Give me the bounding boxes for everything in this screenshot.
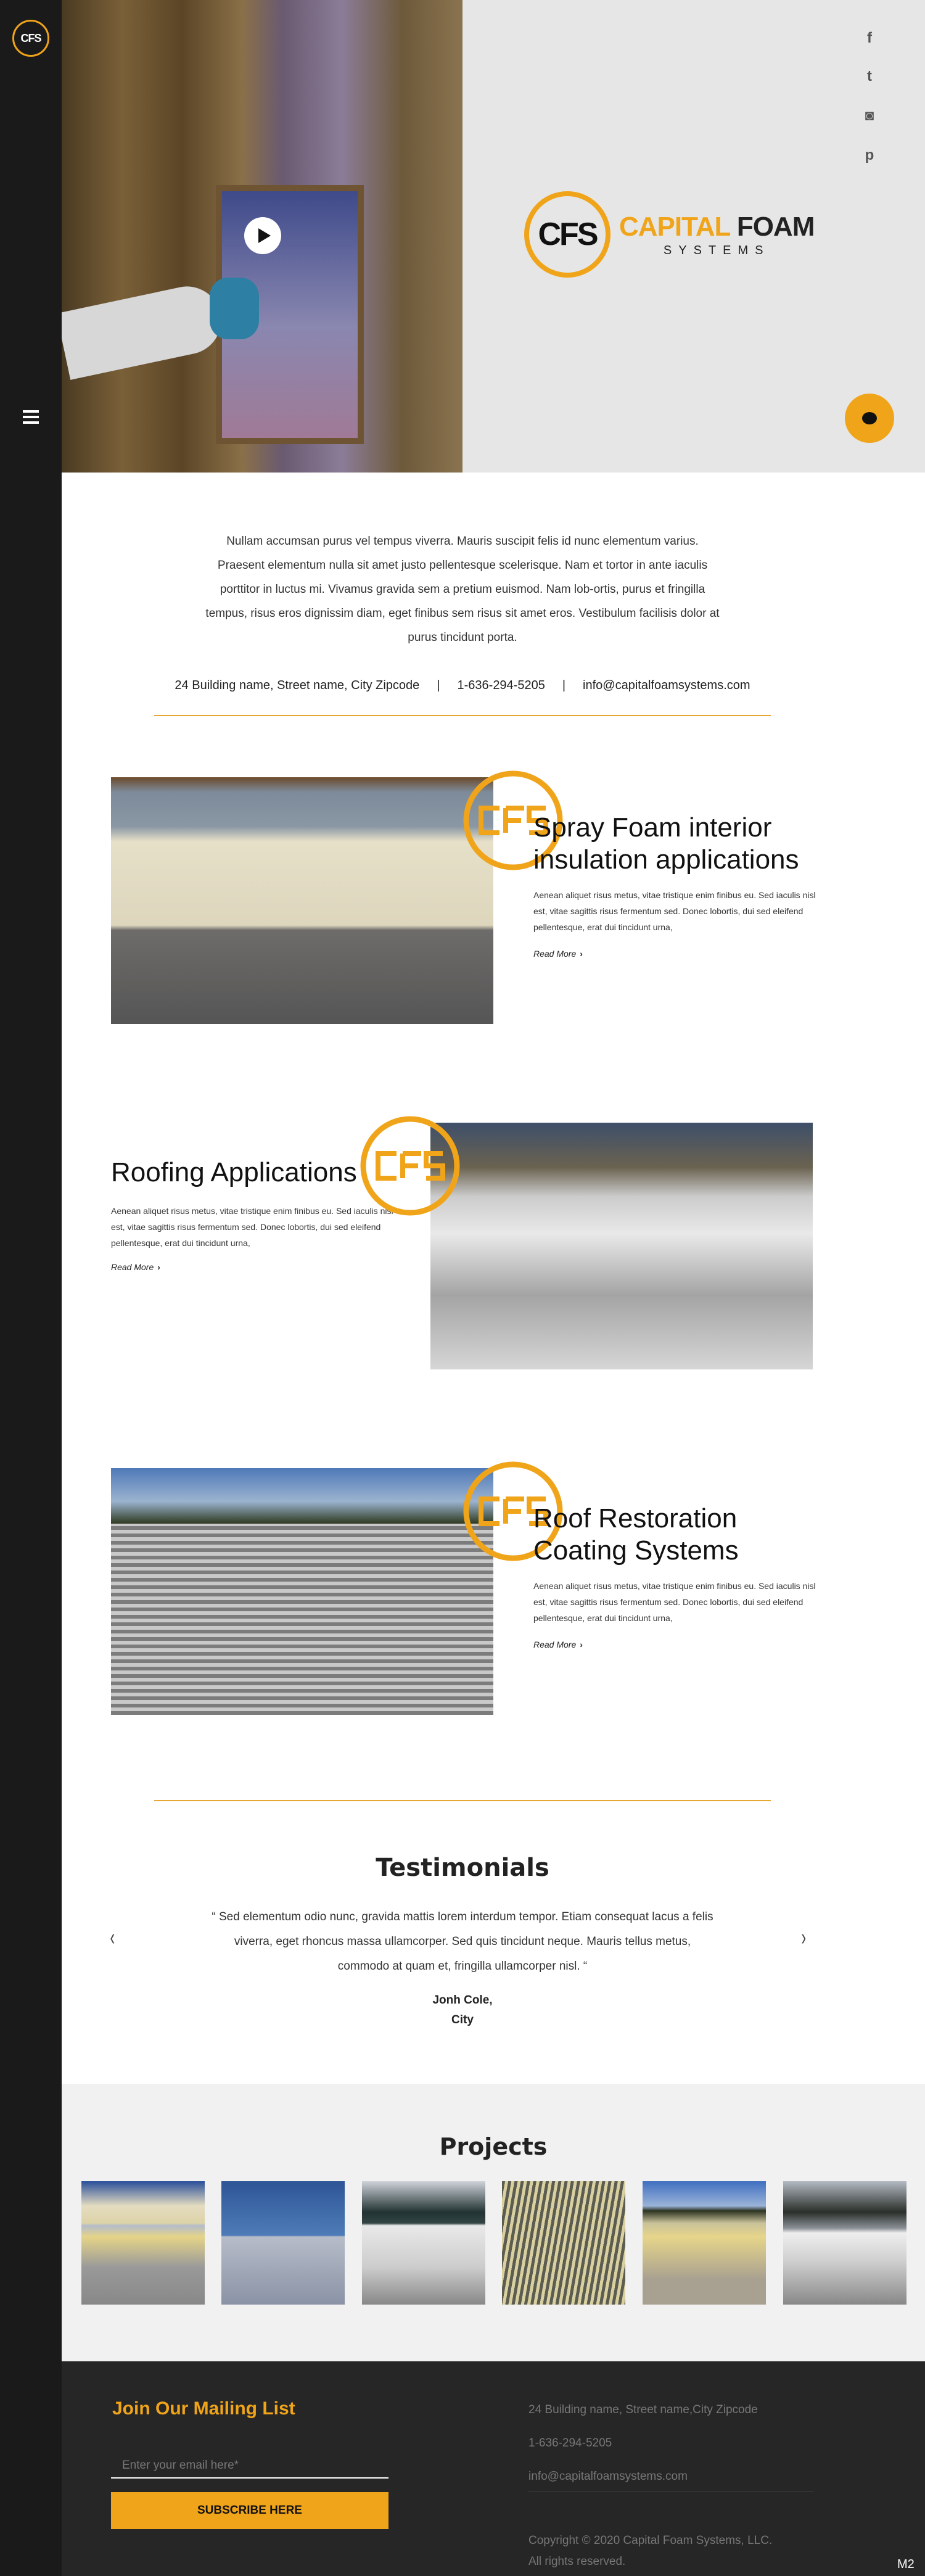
project-thumbnail[interactable] — [502, 2181, 625, 2305]
hero-video[interactable] — [62, 0, 462, 473]
project-thumbnail[interactable] — [221, 2181, 345, 2305]
feature-body: Aenean aliquet risus metus, vitae tristique enim finibus eu. Sed iaculis nisl est, vitae sagittis risus fermentum sed. Donec lobortis, dui sed eleifend pellentesque, erat dui tincidunt urna, — [533, 890, 816, 932]
footer-address: 24 Building name, Street name,City Zipcode — [528, 2403, 758, 2416]
logo-name-foam: FOAM — [736, 211, 815, 242]
divider — [154, 715, 771, 716]
video-arm-scene — [62, 280, 228, 380]
testimonial-quote: “ Sed elementum odio nunc, gravida mattis lorem interdum tempor. Etiam consequat lacus a felis viverra, eget rhoncus massa ullamcorper. Sed quis tincidunt neque. Mauris tellus metus, commodo at quam et, fringilla ullamcorper nisl. “ — [212, 1910, 713, 1973]
feature-title: Roof Restoration Coating Systems — [533, 1503, 739, 1566]
hamburger-icon[interactable] — [23, 410, 39, 424]
subscribe-button[interactable]: SUBSCRIBE HERE — [111, 2492, 388, 2529]
chat-button[interactable] — [845, 394, 894, 443]
contact-phone[interactable]: 1-636-294-5205 — [457, 679, 545, 692]
separator: | — [562, 679, 566, 692]
project-thumbnail[interactable] — [81, 2181, 205, 2305]
read-more-link[interactable] — [533, 949, 583, 959]
facebook-icon[interactable]: f — [867, 30, 872, 46]
m2-badge: M2 — [897, 2557, 915, 2571]
divider — [154, 1800, 771, 1801]
projects-title: Projects — [439, 2133, 548, 2160]
feature-title: Spray Foam interior insulation applications — [533, 812, 799, 875]
feature-title: Roofing Applications — [111, 1157, 357, 1187]
feature-image-roof-restoration — [111, 1468, 493, 1715]
video-glove-scene — [210, 278, 259, 339]
contact-email[interactable]: info@capitalfoamsystems.com — [583, 679, 750, 692]
logo-name-capital: CAPITAL — [619, 211, 730, 242]
read-more-link[interactable] — [533, 1640, 583, 1649]
footer — [62, 2361, 925, 2576]
intro-paragraph: Nullam accumsan purus vel tempus viverra. Mauris suscipit felis id nunc elementum varius. Praesent elementum nulla sit amet justo pellentesque scelerisque. Nam et tortor in ante iaculis porttitor in luctus mi. Vivamus gravida sem a pretium euismod. Nam lob-ortis, purus et fringilla tempus, risus eros dignissim diam, eget finibus sem risus sit amet eros. Vestibulum facilisis dolor at purus tincidunt porta. — [205, 535, 720, 644]
chevron-right-icon: › — [580, 1640, 583, 1649]
brand-logo — [524, 191, 814, 278]
pinterest-icon[interactable]: p — [865, 147, 874, 163]
testimonial-city: City — [451, 2013, 474, 2026]
separator: | — [437, 679, 440, 692]
email-input[interactable] — [111, 2454, 388, 2479]
copyright: Copyright © 2020 Capital Foam Systems, LLC. — [528, 2534, 773, 2547]
contact-line — [123, 679, 802, 693]
twitter-icon[interactable]: t — [867, 68, 872, 85]
read-more-link[interactable] — [111, 1262, 160, 1272]
logo-watermark-icon — [360, 1115, 461, 1217]
chevron-right-icon: › — [580, 949, 583, 959]
feature-image-spray-foam — [111, 777, 493, 1024]
chat-bubble-icon — [862, 412, 877, 424]
sidebar-logo[interactable]: CFS — [12, 20, 49, 57]
sidebar — [0, 0, 62, 2576]
logo-mark: CFS — [524, 191, 610, 278]
testimonial-author: Jonh Cole, — [432, 1994, 493, 2007]
feature-body: Aenean aliquet risus metus, vitae tristique enim finibus eu. Sed iaculis nisl est, vitae sagittis risus fermentum sed. Donec lobortis, dui sed eleifend pellentesque, erat dui tincidunt urna, — [533, 1581, 816, 1623]
project-thumbnail[interactable] — [643, 2181, 766, 2305]
read-more-label: Read More — [533, 1640, 577, 1649]
testimonials-title: Testimonials — [376, 1854, 549, 1882]
prev-arrow-icon[interactable]: ‹ — [110, 1925, 115, 1951]
next-arrow-icon[interactable]: › — [801, 1925, 807, 1951]
contact-address: 24 Building name, Street name, City Zipcode — [175, 679, 420, 692]
footer-phone[interactable]: 1-636-294-5205 — [528, 2437, 612, 2450]
read-more-label: Read More — [533, 949, 577, 959]
read-more-label: Read More — [111, 1262, 154, 1272]
mailing-list-title: Join Our Mailing List — [112, 2398, 295, 2419]
project-thumbnail[interactable] — [362, 2181, 485, 2305]
chevron-right-icon: › — [157, 1262, 160, 1272]
projects-section — [62, 2084, 925, 2361]
feature-body: Aenean aliquet risus metus, vitae tristique enim finibus eu. Sed iaculis nisl est, vitae sagittis risus fermentum sed. Donec lobortis, dui sed eleifend pellentesque, erat dui tincidunt urna, — [111, 1206, 393, 1248]
instagram-icon[interactable]: ◙ — [865, 107, 874, 124]
rights-reserved: All rights reserved. — [528, 2555, 626, 2568]
project-thumbnail[interactable] — [783, 2181, 906, 2305]
feature-image-roofing — [430, 1123, 813, 1369]
footer-email[interactable]: info@capitalfoamsystems.com — [528, 2470, 688, 2483]
logo-subtitle: SYSTEMS — [663, 243, 770, 257]
play-button[interactable] — [244, 217, 281, 254]
